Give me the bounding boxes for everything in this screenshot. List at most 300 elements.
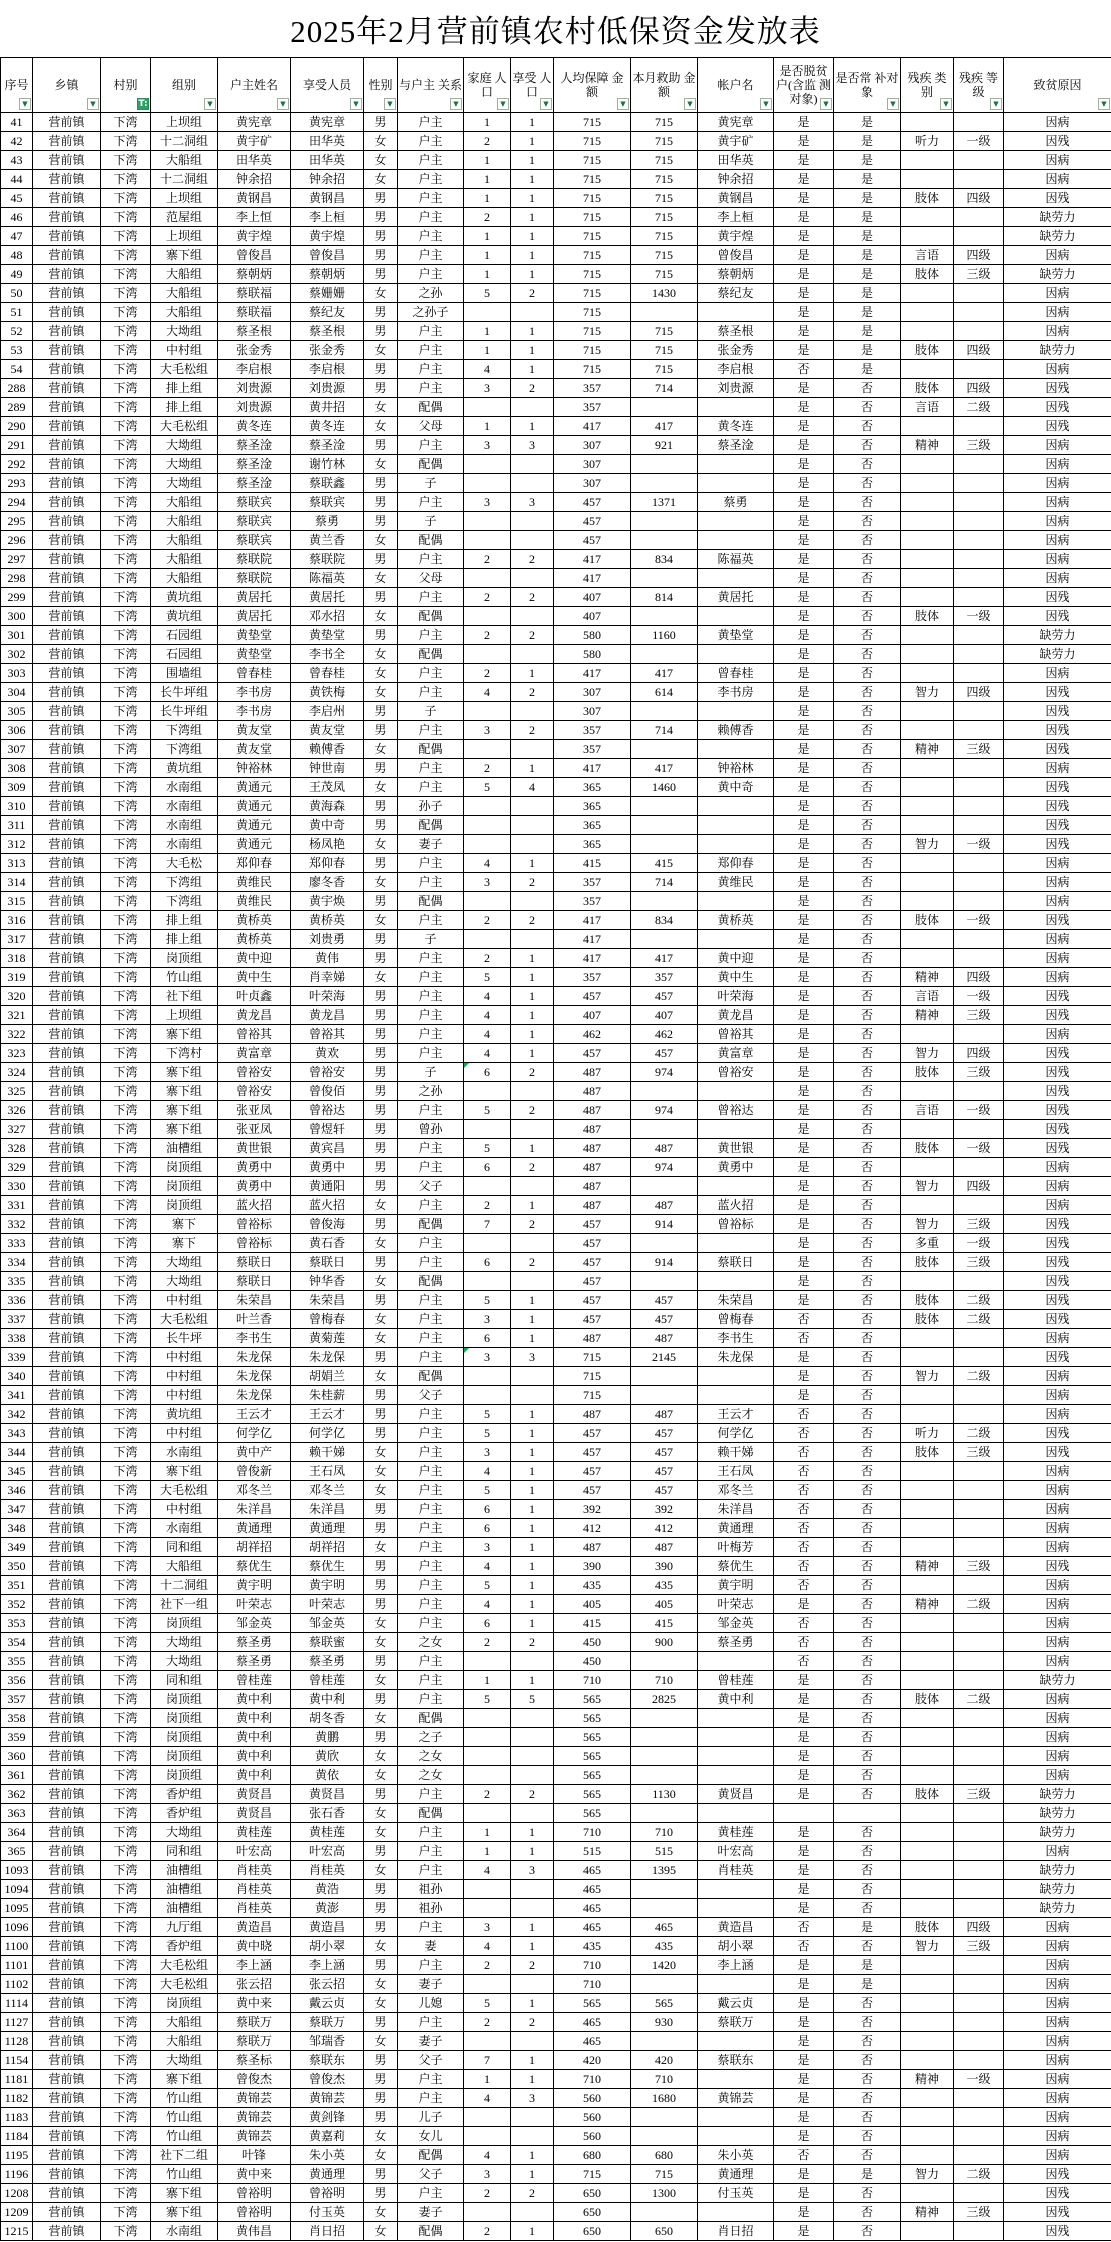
cell-month-amount[interactable]: 650 xyxy=(631,2222,698,2241)
cell-gender[interactable]: 女 xyxy=(364,1443,398,1462)
cell-head-name[interactable]: 张亚凤 xyxy=(218,1120,291,1139)
cell-poverty-flag[interactable]: 是 xyxy=(774,1348,834,1367)
cell-regular-flag[interactable]: 否 xyxy=(834,1234,901,1253)
cell-disability-type[interactable] xyxy=(901,303,954,322)
cell-poverty-flag[interactable]: 是 xyxy=(774,797,834,816)
cell-enjoy-size[interactable]: 1 xyxy=(511,1462,554,1481)
cell-family-size[interactable]: 4 xyxy=(464,1595,511,1614)
cell-disability-type[interactable] xyxy=(901,1709,954,1728)
cell-village[interactable]: 下湾 xyxy=(101,1842,151,1861)
cell-poverty-flag[interactable]: 是 xyxy=(774,227,834,246)
cell-enjoy-size[interactable] xyxy=(511,892,554,911)
cell-regular-flag[interactable]: 否 xyxy=(834,740,901,759)
cell-month-amount[interactable]: 390 xyxy=(631,1557,698,1576)
cell-enjoy-size[interactable] xyxy=(511,1766,554,1785)
cell-regular-flag[interactable]: 否 xyxy=(834,1367,901,1386)
cell-account-name[interactable]: 张金秀 xyxy=(698,341,774,360)
cell-month-amount[interactable]: 487 xyxy=(631,1538,698,1557)
cell-account-name[interactable]: 黄通理 xyxy=(698,1519,774,1538)
cell-per-capita[interactable]: 487 xyxy=(554,1177,631,1196)
cell-enjoy-size[interactable]: 1 xyxy=(511,1557,554,1576)
cell-index[interactable]: 361 xyxy=(1,1766,33,1785)
cell-regular-flag[interactable]: 是 xyxy=(834,246,901,265)
cell-relation[interactable]: 户主 xyxy=(398,246,464,265)
cell-per-capita[interactable]: 715 xyxy=(554,1348,631,1367)
cell-poverty-cause[interactable]: 缺劳力 xyxy=(1004,1671,1111,1690)
cell-head-name[interactable]: 叶宏高 xyxy=(218,1842,291,1861)
cell-disability-type[interactable] xyxy=(901,474,954,493)
cell-enjoy-size[interactable] xyxy=(511,1082,554,1101)
cell-poverty-flag[interactable]: 是 xyxy=(774,132,834,151)
cell-account-name[interactable]: 田华英 xyxy=(698,151,774,170)
cell-per-capita[interactable]: 487 xyxy=(554,1196,631,1215)
cell-regular-flag[interactable]: 否 xyxy=(834,1082,901,1101)
cell-beneficiary[interactable]: 曾桂莲 xyxy=(291,1671,364,1690)
cell-month-amount[interactable] xyxy=(631,531,698,550)
cell-relation[interactable]: 户主 xyxy=(398,588,464,607)
cell-poverty-cause[interactable]: 因病 xyxy=(1004,455,1111,474)
cell-group[interactable]: 排上组 xyxy=(151,379,218,398)
cell-per-capita[interactable]: 450 xyxy=(554,1652,631,1671)
cell-relation[interactable]: 户主 xyxy=(398,1253,464,1272)
cell-account-name[interactable]: 曾梅春 xyxy=(698,1310,774,1329)
cell-family-size[interactable] xyxy=(464,1880,511,1899)
cell-month-amount[interactable] xyxy=(631,455,698,474)
cell-beneficiary[interactable]: 黄居托 xyxy=(291,588,364,607)
cell-beneficiary[interactable]: 朱小英 xyxy=(291,2146,364,2165)
cell-poverty-flag[interactable]: 是 xyxy=(774,417,834,436)
cell-village[interactable]: 下湾 xyxy=(101,607,151,626)
cell-relation[interactable]: 户主 xyxy=(398,721,464,740)
cell-regular-flag[interactable] xyxy=(834,1804,901,1823)
cell-head-name[interactable]: 肖桂英 xyxy=(218,1880,291,1899)
cell-regular-flag[interactable]: 否 xyxy=(834,2013,901,2032)
cell-poverty-flag[interactable]: 是 xyxy=(774,512,834,531)
cell-group[interactable]: 竹山组 xyxy=(151,2089,218,2108)
cell-family-size[interactable]: 3 xyxy=(464,1538,511,1557)
cell-month-amount[interactable]: 415 xyxy=(631,1614,698,1633)
cell-enjoy-size[interactable]: 1 xyxy=(511,1500,554,1519)
cell-index[interactable]: 310 xyxy=(1,797,33,816)
cell-relation[interactable]: 户主 xyxy=(398,2070,464,2089)
cell-group[interactable]: 大坳组 xyxy=(151,1272,218,1291)
cell-village[interactable]: 下湾 xyxy=(101,170,151,189)
cell-town[interactable]: 营前镇 xyxy=(33,740,101,759)
cell-disability-type[interactable] xyxy=(901,1842,954,1861)
cell-village[interactable]: 下湾 xyxy=(101,1595,151,1614)
cell-index[interactable]: 304 xyxy=(1,683,33,702)
cell-poverty-cause[interactable]: 因残 xyxy=(1004,1443,1111,1462)
cell-family-size[interactable]: 5 xyxy=(464,1690,511,1709)
cell-gender[interactable]: 男 xyxy=(364,1139,398,1158)
cell-group[interactable]: 大船组 xyxy=(151,512,218,531)
cell-account-name[interactable]: 蔡优生 xyxy=(698,1557,774,1576)
cell-head-name[interactable]: 蔡圣标 xyxy=(218,2051,291,2070)
cell-enjoy-size[interactable]: 1 xyxy=(511,1994,554,2013)
cell-group[interactable]: 大船组 xyxy=(151,2032,218,2051)
cell-disability-type[interactable]: 肢体 xyxy=(901,607,954,626)
cell-month-amount[interactable]: 1420 xyxy=(631,1956,698,1975)
cell-index[interactable]: 303 xyxy=(1,664,33,683)
cell-village[interactable]: 下湾 xyxy=(101,1500,151,1519)
cell-beneficiary[interactable]: 黄通理 xyxy=(291,2165,364,2184)
cell-family-size[interactable]: 1 xyxy=(464,1823,511,1842)
cell-beneficiary[interactable]: 蔡联院 xyxy=(291,550,364,569)
cell-disability-grade[interactable]: 二级 xyxy=(954,2165,1004,2184)
cell-account-name[interactable] xyxy=(698,398,774,417)
col-header-disability-grade[interactable] xyxy=(954,58,1004,113)
cell-family-size[interactable]: 1 xyxy=(464,227,511,246)
cell-village[interactable]: 下湾 xyxy=(101,588,151,607)
cell-gender[interactable]: 男 xyxy=(364,208,398,227)
cell-group[interactable]: 大坳组 xyxy=(151,474,218,493)
cell-town[interactable]: 营前镇 xyxy=(33,1671,101,1690)
filter-dropdown-icon[interactable]: ▼ xyxy=(277,98,289,110)
cell-family-size[interactable]: 3 xyxy=(464,1918,511,1937)
cell-gender[interactable]: 男 xyxy=(364,1728,398,1747)
cell-regular-flag[interactable]: 否 xyxy=(834,1994,901,2013)
cell-village[interactable]: 下湾 xyxy=(101,911,151,930)
cell-account-name[interactable] xyxy=(698,930,774,949)
cell-month-amount[interactable] xyxy=(631,2203,698,2222)
cell-beneficiary[interactable]: 叶荣志 xyxy=(291,1595,364,1614)
cell-village[interactable]: 下湾 xyxy=(101,1044,151,1063)
cell-beneficiary[interactable]: 黄勇中 xyxy=(291,1158,364,1177)
cell-head-name[interactable]: 黄富章 xyxy=(218,1044,291,1063)
cell-village[interactable]: 下湾 xyxy=(101,1386,151,1405)
cell-town[interactable]: 营前镇 xyxy=(33,1557,101,1576)
cell-regular-flag[interactable]: 否 xyxy=(834,1405,901,1424)
cell-disability-type[interactable]: 精神 xyxy=(901,968,954,987)
cell-enjoy-size[interactable]: 1 xyxy=(511,1519,554,1538)
cell-town[interactable]: 营前镇 xyxy=(33,1899,101,1918)
cell-per-capita[interactable]: 307 xyxy=(554,436,631,455)
cell-group[interactable]: 水南组 xyxy=(151,1443,218,1462)
cell-beneficiary[interactable]: 曾裕安 xyxy=(291,1063,364,1082)
cell-beneficiary[interactable]: 黄通阳 xyxy=(291,1177,364,1196)
cell-beneficiary[interactable]: 黄通理 xyxy=(291,1519,364,1538)
cell-disability-grade[interactable] xyxy=(954,550,1004,569)
cell-relation[interactable]: 户主 xyxy=(398,1557,464,1576)
cell-index[interactable]: 352 xyxy=(1,1595,33,1614)
cell-gender[interactable]: 女 xyxy=(364,835,398,854)
cell-family-size[interactable]: 3 xyxy=(464,436,511,455)
cell-regular-flag[interactable]: 否 xyxy=(834,1348,901,1367)
cell-group[interactable]: 黄坑组 xyxy=(151,607,218,626)
cell-relation[interactable]: 户主 xyxy=(398,683,464,702)
cell-beneficiary[interactable]: 黄垫堂 xyxy=(291,626,364,645)
cell-disability-type[interactable]: 肢体 xyxy=(901,1690,954,1709)
cell-head-name[interactable]: 黄垫堂 xyxy=(218,645,291,664)
cell-index[interactable]: 324 xyxy=(1,1063,33,1082)
cell-index[interactable]: 1102 xyxy=(1,1975,33,1994)
cell-regular-flag[interactable]: 否 xyxy=(834,417,901,436)
cell-group[interactable]: 油槽组 xyxy=(151,1139,218,1158)
cell-town[interactable]: 营前镇 xyxy=(33,2032,101,2051)
cell-town[interactable]: 营前镇 xyxy=(33,265,101,284)
cell-regular-flag[interactable]: 否 xyxy=(834,2127,901,2146)
cell-village[interactable]: 下湾 xyxy=(101,740,151,759)
cell-per-capita[interactable]: 565 xyxy=(554,1994,631,2013)
cell-account-name[interactable]: 黄宪章 xyxy=(698,113,774,132)
cell-family-size[interactable]: 1 xyxy=(464,1671,511,1690)
cell-poverty-cause[interactable]: 缺劳力 xyxy=(1004,208,1111,227)
cell-head-name[interactable]: 黄中利 xyxy=(218,1709,291,1728)
cell-month-amount[interactable]: 715 xyxy=(631,322,698,341)
cell-head-name[interactable]: 曾裕标 xyxy=(218,1215,291,1234)
cell-beneficiary[interactable]: 张金秀 xyxy=(291,341,364,360)
cell-family-size[interactable]: 4 xyxy=(464,987,511,1006)
cell-group[interactable]: 香炉组 xyxy=(151,1804,218,1823)
cell-gender[interactable]: 女 xyxy=(364,2127,398,2146)
cell-relation[interactable]: 户主 xyxy=(398,911,464,930)
cell-family-size[interactable]: 2 xyxy=(464,132,511,151)
cell-per-capita[interactable]: 465 xyxy=(554,1861,631,1880)
cell-poverty-cause[interactable]: 因病 xyxy=(1004,2051,1111,2070)
cell-poverty-flag[interactable]: 是 xyxy=(774,1728,834,1747)
cell-account-name[interactable]: 李书房 xyxy=(698,683,774,702)
cell-per-capita[interactable]: 565 xyxy=(554,1709,631,1728)
cell-enjoy-size[interactable] xyxy=(511,2127,554,2146)
cell-relation[interactable]: 妻子 xyxy=(398,2032,464,2051)
cell-month-amount[interactable]: 415 xyxy=(631,854,698,873)
cell-relation[interactable]: 户主 xyxy=(398,208,464,227)
cell-account-name[interactable] xyxy=(698,531,774,550)
cell-regular-flag[interactable]: 否 xyxy=(834,512,901,531)
cell-month-amount[interactable]: 710 xyxy=(631,2070,698,2089)
cell-account-name[interactable]: 曾春桂 xyxy=(698,664,774,683)
cell-head-name[interactable]: 田华英 xyxy=(218,151,291,170)
cell-enjoy-size[interactable]: 1 xyxy=(511,1595,554,1614)
cell-town[interactable]: 营前镇 xyxy=(33,1443,101,1462)
cell-disability-type[interactable] xyxy=(901,2051,954,2070)
cell-group[interactable]: 大坳组 xyxy=(151,322,218,341)
cell-family-size[interactable]: 4 xyxy=(464,1557,511,1576)
cell-poverty-flag[interactable]: 是 xyxy=(774,1120,834,1139)
cell-enjoy-size[interactable]: 1 xyxy=(511,151,554,170)
cell-head-name[interactable]: 曾俊新 xyxy=(218,1462,291,1481)
cell-relation[interactable]: 父子 xyxy=(398,1386,464,1405)
cell-poverty-cause[interactable]: 因病 xyxy=(1004,854,1111,873)
cell-regular-flag[interactable]: 否 xyxy=(834,721,901,740)
cell-village[interactable]: 下湾 xyxy=(101,816,151,835)
col-header-town[interactable] xyxy=(33,58,101,113)
cell-village[interactable]: 下湾 xyxy=(101,417,151,436)
cell-per-capita[interactable]: 487 xyxy=(554,1139,631,1158)
cell-per-capita[interactable]: 307 xyxy=(554,702,631,721)
cell-disability-grade[interactable]: 四级 xyxy=(954,189,1004,208)
cell-poverty-cause[interactable]: 因残 xyxy=(1004,607,1111,626)
cell-relation[interactable]: 配偶 xyxy=(398,740,464,759)
cell-poverty-cause[interactable]: 因残 xyxy=(1004,1063,1111,1082)
cell-poverty-flag[interactable]: 否 xyxy=(774,1519,834,1538)
cell-family-size[interactable] xyxy=(464,740,511,759)
cell-town[interactable]: 营前镇 xyxy=(33,1861,101,1880)
cell-disability-grade[interactable]: 三级 xyxy=(954,1557,1004,1576)
cell-disability-grade[interactable] xyxy=(954,1576,1004,1595)
cell-enjoy-size[interactable] xyxy=(511,2108,554,2127)
cell-regular-flag[interactable]: 否 xyxy=(834,1291,901,1310)
cell-regular-flag[interactable]: 否 xyxy=(834,1766,901,1785)
cell-per-capita[interactable]: 390 xyxy=(554,1557,631,1576)
col-header-beneficiary[interactable] xyxy=(291,58,364,113)
cell-gender[interactable]: 男 xyxy=(364,2108,398,2127)
cell-village[interactable]: 下湾 xyxy=(101,2089,151,2108)
cell-gender[interactable]: 男 xyxy=(364,1690,398,1709)
cell-gender[interactable]: 女 xyxy=(364,1310,398,1329)
cell-disability-type[interactable] xyxy=(901,113,954,132)
cell-month-amount[interactable] xyxy=(631,740,698,759)
cell-poverty-cause[interactable]: 因残 xyxy=(1004,1424,1111,1443)
cell-poverty-cause[interactable]: 缺劳力 xyxy=(1004,1785,1111,1804)
cell-account-name[interactable]: 黄维民 xyxy=(698,873,774,892)
cell-relation[interactable]: 之孙 xyxy=(398,284,464,303)
cell-poverty-cause[interactable]: 因残 xyxy=(1004,1253,1111,1272)
cell-town[interactable]: 营前镇 xyxy=(33,835,101,854)
cell-per-capita[interactable]: 487 xyxy=(554,1538,631,1557)
cell-index[interactable]: 345 xyxy=(1,1462,33,1481)
cell-poverty-flag[interactable]: 是 xyxy=(774,2032,834,2051)
cell-group[interactable]: 长牛坪组 xyxy=(151,702,218,721)
cell-beneficiary[interactable]: 蔡联宾 xyxy=(291,493,364,512)
cell-enjoy-size[interactable]: 2 xyxy=(511,721,554,740)
cell-poverty-cause[interactable]: 因残 xyxy=(1004,683,1111,702)
cell-enjoy-size[interactable]: 1 xyxy=(511,1006,554,1025)
cell-gender[interactable]: 男 xyxy=(364,854,398,873)
cell-account-name[interactable] xyxy=(698,1804,774,1823)
cell-per-capita[interactable]: 487 xyxy=(554,1158,631,1177)
cell-regular-flag[interactable]: 否 xyxy=(834,569,901,588)
cell-account-name[interactable]: 黄富章 xyxy=(698,1044,774,1063)
cell-group[interactable]: 油槽组 xyxy=(151,1880,218,1899)
cell-relation[interactable]: 户主 xyxy=(398,1823,464,1842)
cell-poverty-flag[interactable]: 是 xyxy=(774,1234,834,1253)
cell-account-name[interactable] xyxy=(698,1975,774,1994)
cell-account-name[interactable]: 曾裕达 xyxy=(698,1101,774,1120)
cell-town[interactable]: 营前镇 xyxy=(33,854,101,873)
cell-per-capita[interactable]: 487 xyxy=(554,1101,631,1120)
cell-poverty-flag[interactable]: 是 xyxy=(774,1291,834,1310)
cell-disability-type[interactable] xyxy=(901,1956,954,1975)
cell-regular-flag[interactable]: 否 xyxy=(834,531,901,550)
cell-beneficiary[interactable]: 黄宇明 xyxy=(291,1576,364,1595)
cell-regular-flag[interactable]: 否 xyxy=(834,1728,901,1747)
cell-account-name[interactable]: 李启根 xyxy=(698,360,774,379)
cell-disability-grade[interactable] xyxy=(954,1728,1004,1747)
cell-per-capita[interactable]: 715 xyxy=(554,341,631,360)
cell-family-size[interactable]: 5 xyxy=(464,1291,511,1310)
cell-account-name[interactable]: 黄桥英 xyxy=(698,911,774,930)
cell-index[interactable]: 338 xyxy=(1,1329,33,1348)
cell-regular-flag[interactable]: 否 xyxy=(834,778,901,797)
cell-poverty-cause[interactable]: 因病 xyxy=(1004,113,1111,132)
cell-town[interactable]: 营前镇 xyxy=(33,987,101,1006)
cell-account-name[interactable]: 黄冬连 xyxy=(698,417,774,436)
cell-family-size[interactable]: 2 xyxy=(464,550,511,569)
cell-head-name[interactable]: 黄锦芸 xyxy=(218,2127,291,2146)
cell-account-name[interactable]: 李上涵 xyxy=(698,1956,774,1975)
cell-gender[interactable]: 男 xyxy=(364,1595,398,1614)
cell-enjoy-size[interactable]: 1 xyxy=(511,854,554,873)
cell-month-amount[interactable]: 1371 xyxy=(631,493,698,512)
cell-per-capita[interactable]: 392 xyxy=(554,1500,631,1519)
cell-index[interactable]: 331 xyxy=(1,1196,33,1215)
cell-enjoy-size[interactable] xyxy=(511,1234,554,1253)
cell-head-name[interactable]: 黄中利 xyxy=(218,1747,291,1766)
cell-gender[interactable]: 男 xyxy=(364,1576,398,1595)
cell-relation[interactable]: 配偶 xyxy=(398,398,464,417)
cell-family-size[interactable] xyxy=(464,1747,511,1766)
cell-per-capita[interactable]: 565 xyxy=(554,1804,631,1823)
cell-account-name[interactable]: 蔡朝炳 xyxy=(698,265,774,284)
cell-relation[interactable]: 配偶 xyxy=(398,607,464,626)
cell-beneficiary[interactable]: 黄宇煌 xyxy=(291,227,364,246)
cell-per-capita[interactable]: 417 xyxy=(554,911,631,930)
cell-beneficiary[interactable]: 陈福英 xyxy=(291,569,364,588)
cell-per-capita[interactable]: 307 xyxy=(554,455,631,474)
filter-dropdown-icon[interactable]: ▼ xyxy=(990,98,1002,110)
cell-per-capita[interactable]: 417 xyxy=(554,930,631,949)
cell-index[interactable]: 48 xyxy=(1,246,33,265)
cell-account-name[interactable] xyxy=(698,1120,774,1139)
cell-poverty-cause[interactable]: 因病 xyxy=(1004,493,1111,512)
cell-beneficiary[interactable]: 黄澎 xyxy=(291,1899,364,1918)
cell-beneficiary[interactable]: 曾梅春 xyxy=(291,1310,364,1329)
cell-month-amount[interactable]: 457 xyxy=(631,1310,698,1329)
cell-disability-type[interactable]: 精神 xyxy=(901,2203,954,2222)
cell-poverty-cause[interactable]: 因残 xyxy=(1004,398,1111,417)
cell-gender[interactable]: 男 xyxy=(364,702,398,721)
cell-relation[interactable]: 配偶 xyxy=(398,816,464,835)
cell-enjoy-size[interactable]: 2 xyxy=(511,626,554,645)
cell-per-capita[interactable]: 457 xyxy=(554,493,631,512)
cell-town[interactable]: 营前镇 xyxy=(33,911,101,930)
cell-per-capita[interactable]: 365 xyxy=(554,816,631,835)
cell-village[interactable]: 下湾 xyxy=(101,1291,151,1310)
cell-poverty-cause[interactable]: 因病 xyxy=(1004,664,1111,683)
cell-poverty-flag[interactable]: 否 xyxy=(774,1918,834,1937)
cell-poverty-flag[interactable]: 是 xyxy=(774,1044,834,1063)
cell-disability-type[interactable]: 言语 xyxy=(901,987,954,1006)
cell-regular-flag[interactable]: 否 xyxy=(834,1500,901,1519)
cell-enjoy-size[interactable] xyxy=(511,1367,554,1386)
cell-month-amount[interactable] xyxy=(631,1272,698,1291)
cell-family-size[interactable]: 4 xyxy=(464,1937,511,1956)
cell-town[interactable]: 营前镇 xyxy=(33,1994,101,2013)
cell-village[interactable]: 下湾 xyxy=(101,531,151,550)
cell-group[interactable]: 长牛坪 xyxy=(151,1329,218,1348)
cell-poverty-flag[interactable]: 是 xyxy=(774,835,834,854)
cell-beneficiary[interactable]: 黄鹏 xyxy=(291,1728,364,1747)
cell-per-capita[interactable]: 307 xyxy=(554,474,631,493)
cell-disability-type[interactable] xyxy=(901,1880,954,1899)
cell-regular-flag[interactable]: 否 xyxy=(834,1633,901,1652)
cell-village[interactable]: 下湾 xyxy=(101,702,151,721)
cell-gender[interactable]: 男 xyxy=(364,1500,398,1519)
cell-disability-type[interactable] xyxy=(901,455,954,474)
cell-beneficiary[interactable]: 曾俊杰 xyxy=(291,2070,364,2089)
cell-month-amount[interactable]: 715 xyxy=(631,265,698,284)
cell-relation[interactable]: 户主 xyxy=(398,1500,464,1519)
cell-gender[interactable]: 女 xyxy=(364,1937,398,1956)
cell-gender[interactable]: 男 xyxy=(364,759,398,778)
cell-town[interactable]: 营前镇 xyxy=(33,1823,101,1842)
cell-account-name[interactable] xyxy=(698,645,774,664)
cell-head-name[interactable]: 黄中利 xyxy=(218,1728,291,1747)
cell-relation[interactable]: 户主 xyxy=(398,1310,464,1329)
cell-group[interactable]: 寨下组 xyxy=(151,1025,218,1044)
cell-village[interactable]: 下湾 xyxy=(101,664,151,683)
